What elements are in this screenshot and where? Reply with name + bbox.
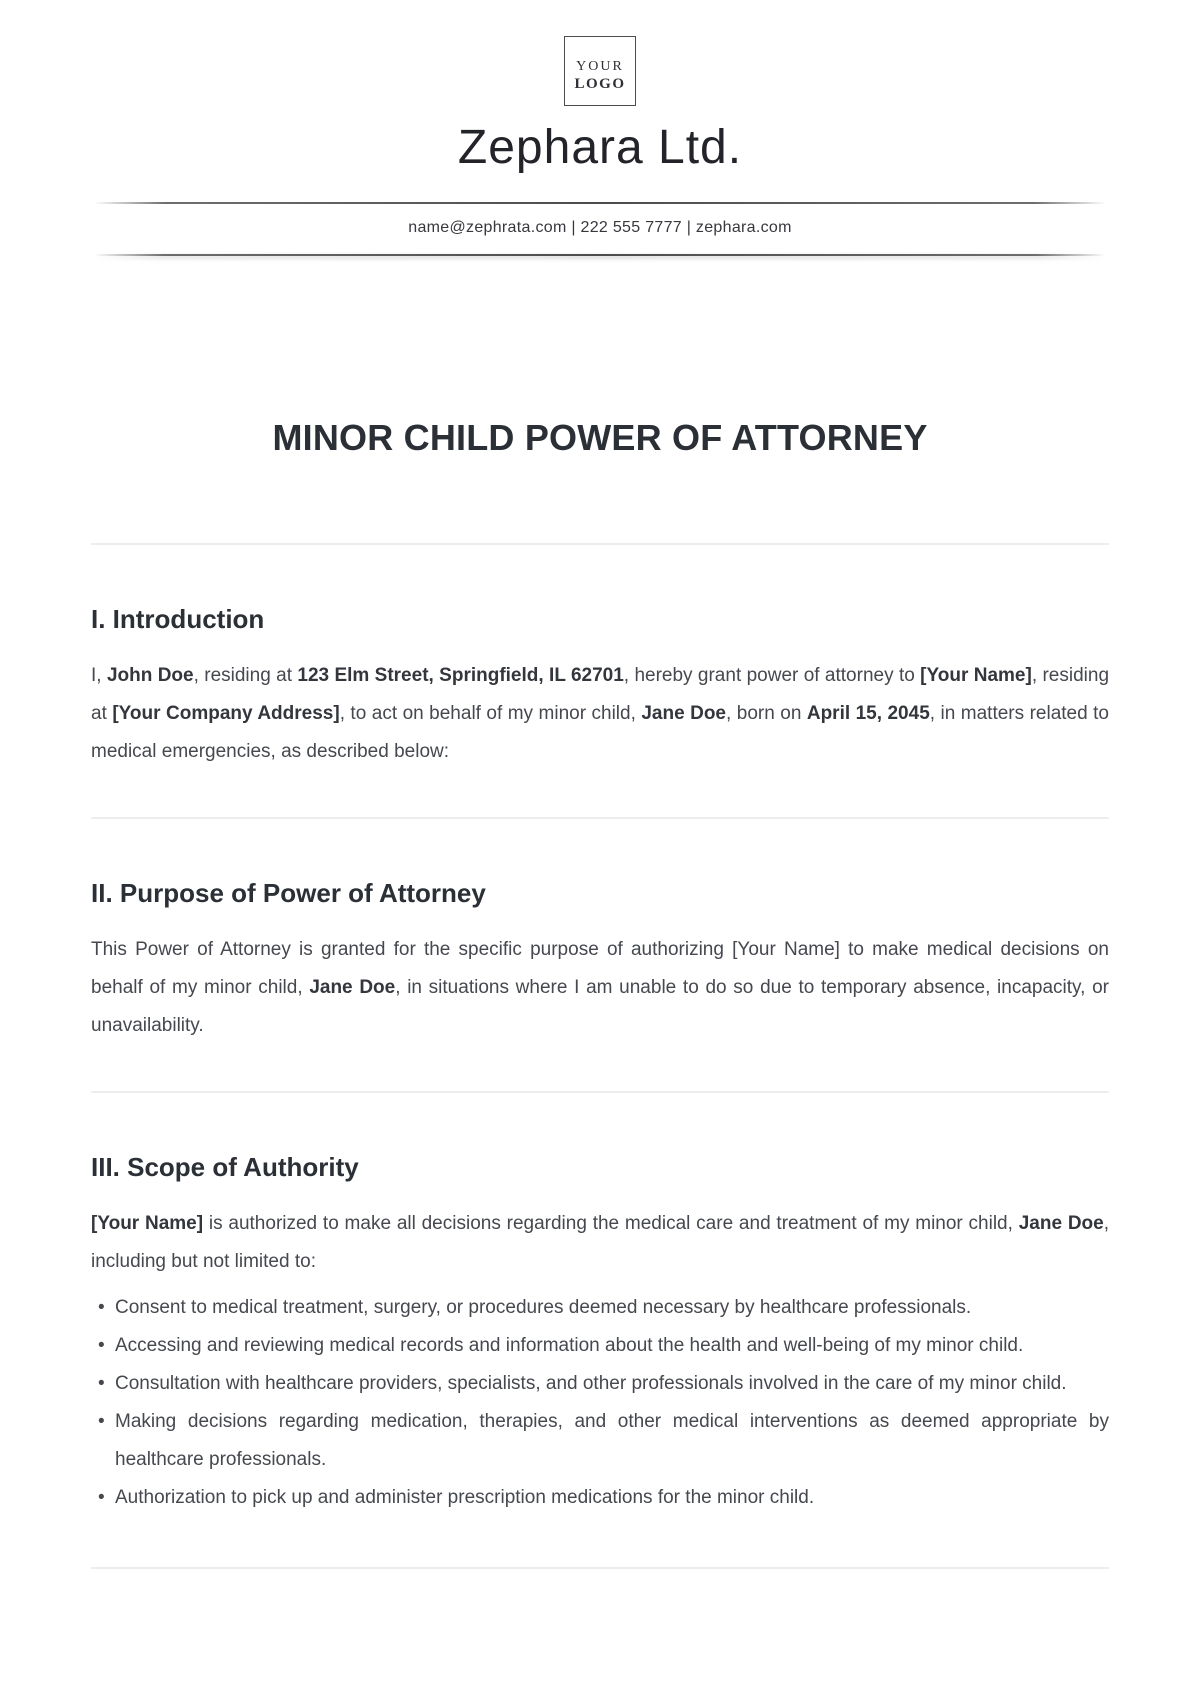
header-rule-bottom bbox=[94, 254, 1106, 256]
section-paragraph: I, John Doe, residing at 123 Elm Street, Springfield, IL 62701, hereby grant power of attorney to [Your Name], residing at [Your Company Address], to act on behalf of my minor child, Jane Doe, born on April 15, 2045, in matters related to medical emergencies, as described below: bbox=[91, 665, 1110, 762]
logo-text-logo: LOGO bbox=[574, 76, 626, 92]
document-title: MINOR CHILD POWER OF ATTORNEY bbox=[272, 417, 928, 458]
bullet-item: • Consultation with healthcare providers, specialists, and other professionals involved in the care of my minor child. bbox=[91, 1365, 1109, 1403]
section-purpose bbox=[91, 876, 1109, 1045]
bullet-item: • Authorization to pick up and administer prescription medications for the minor child. bbox=[91, 1479, 1109, 1517]
bullet-item: • Accessing and reviewing medical records and information about the health and well-being of my minor child. bbox=[91, 1327, 1109, 1365]
section-introduction bbox=[91, 602, 1109, 771]
section-heading: II. Purpose of Power of Attorney bbox=[91, 878, 486, 908]
section-heading: III. Scope of Authority bbox=[91, 1152, 359, 1182]
page-header bbox=[0, 36, 1200, 256]
document-content bbox=[0, 543, 1200, 1586]
section-paragraph: This Power of Attorney is granted for the specific purpose of authorizing [Your Name] to make medical decisions on behalf of my minor child, Jane Doe, in situations where I am unable to do so due to temporary absence, incapacity, or unavailability. bbox=[91, 939, 1110, 1036]
bullet-item: • Consent to medical treatment, surgery, or procedures deemed necessary by healthcare professionals. bbox=[91, 1289, 1109, 1327]
section-paragraph: [Your Name] is authorized to make all decisions regarding the medical care and treatment of my minor child, Jane Doe, including but not limited to: bbox=[91, 1213, 1109, 1272]
contact-line: name@zephrata.com | 222 555 7777 | zephara.com bbox=[408, 219, 792, 236]
logo-text-your: YOUR bbox=[576, 59, 624, 74]
section-divider bbox=[91, 543, 1109, 545]
bullet-item: • Making decisions regarding medication, therapies, and other medical interventions as deemed appropriate by healthcare professionals. bbox=[91, 1403, 1109, 1479]
section-scope bbox=[91, 1150, 1109, 1517]
company-name: Zephara Ltd. bbox=[457, 121, 743, 174]
company-logo bbox=[564, 36, 636, 106]
scope-bullet-list bbox=[91, 1289, 1109, 1517]
section-divider bbox=[91, 817, 1109, 819]
section-divider bbox=[91, 1091, 1109, 1093]
section-heading: I. Introduction bbox=[91, 604, 265, 634]
section-divider bbox=[91, 1567, 1109, 1569]
